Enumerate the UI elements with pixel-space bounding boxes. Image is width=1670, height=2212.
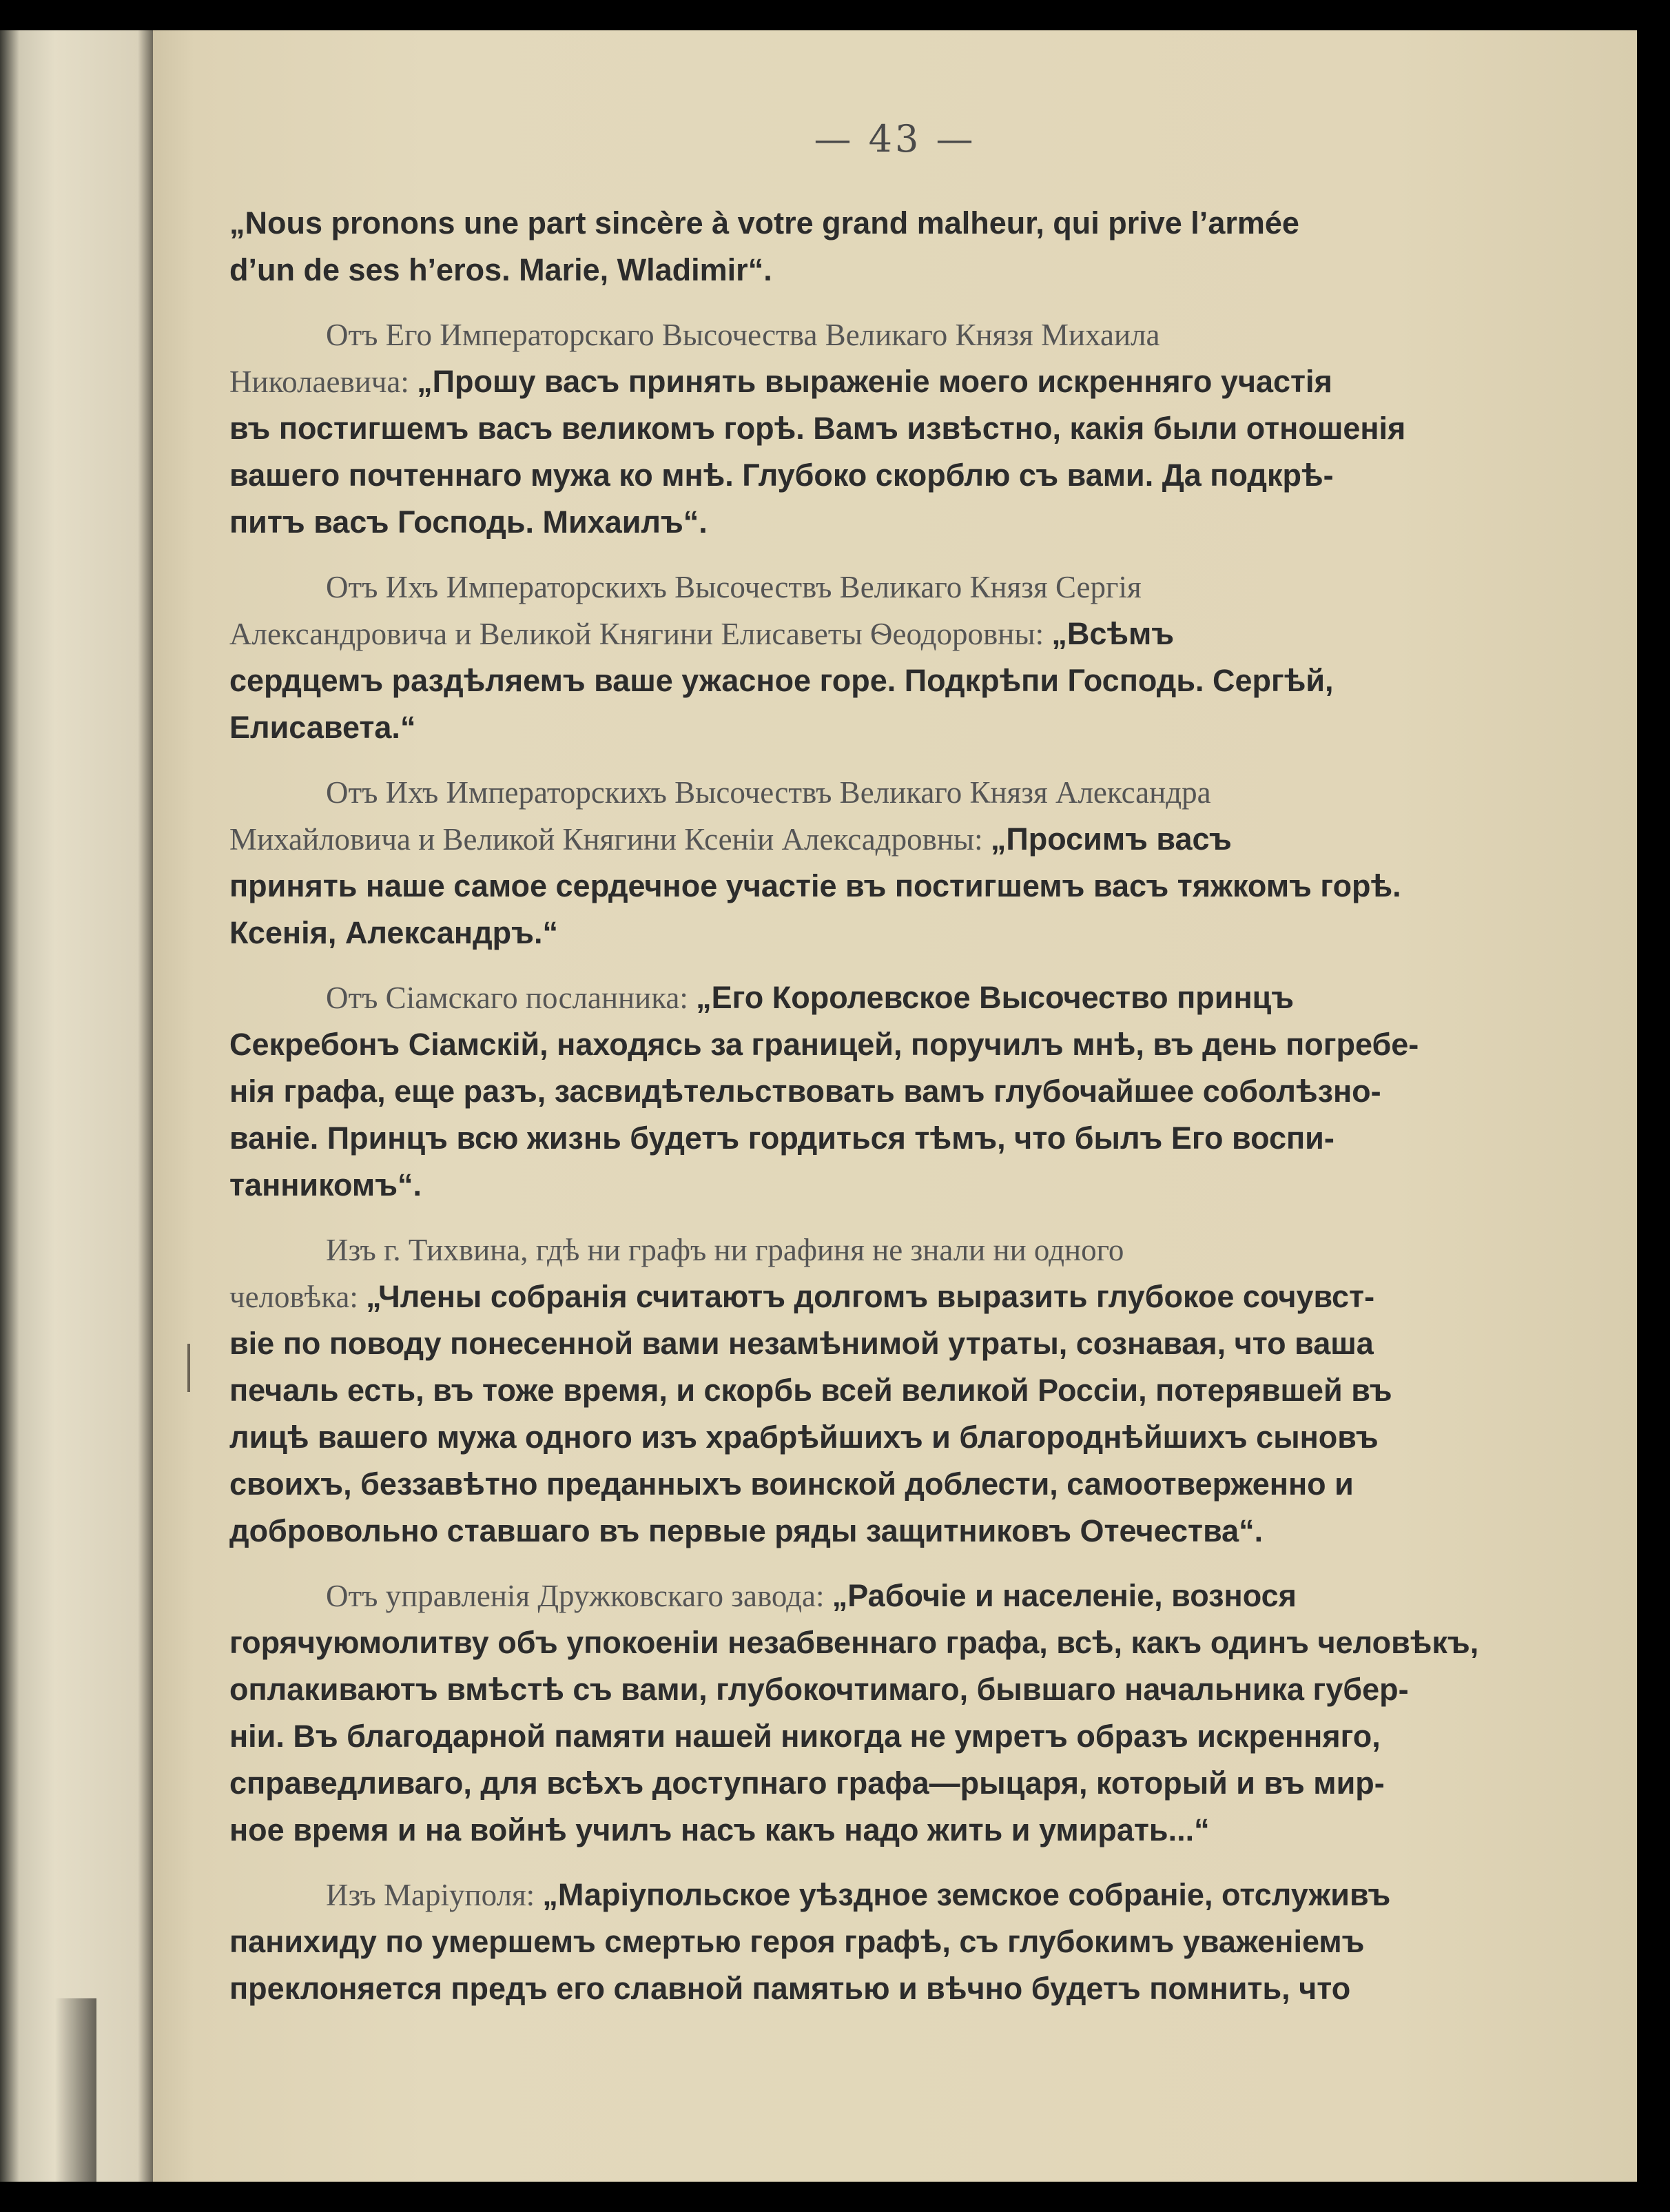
quoted-text: въ постигшемъ васъ великомъ горѣ. Вамъ извѣстно, какія были отношенія xyxy=(229,411,1406,446)
quoted-text: „Просимъ васъ xyxy=(990,821,1232,857)
text-line xyxy=(229,1666,1573,1713)
text-line xyxy=(229,657,1573,704)
quoted-text: панихиду по умершемъ смертью героя графѣ, съ глубокимъ уваженіемъ xyxy=(229,1924,1365,1959)
paragraph-gap xyxy=(229,1555,1573,1573)
text-line xyxy=(229,1162,1573,1209)
text-line xyxy=(229,1367,1573,1414)
quoted-text: „Nous pronons une part sincère à votre grand malheur, qui prive l’armée xyxy=(229,205,1299,240)
paragraph xyxy=(229,200,1573,294)
binding-shadow xyxy=(55,1998,96,2182)
body-text: Изъ г. Тихвина, гдѣ ни графъ ни графиня не знали ни одного xyxy=(326,1233,1124,1267)
quoted-text: „Всѣмъ xyxy=(1051,616,1175,651)
quoted-text: d’un de ses h’eros. Marie, Wladimir“. xyxy=(229,252,772,287)
quoted-text: „Его Королевское Высочество принцъ xyxy=(696,980,1295,1015)
body-text: Отъ Ихъ Императорскихъ Высочествъ Великаго Князя Александра xyxy=(326,775,1211,810)
text-line xyxy=(229,1414,1573,1461)
quoted-text: ваніе. Принцъ всю жизнь будетъ гордиться тѣмъ, что былъ Его воспи- xyxy=(229,1120,1334,1156)
body-text: человѣка: xyxy=(229,1280,367,1314)
body-text: Изъ Маріуполя: xyxy=(326,1878,543,1912)
quoted-text: добровольно ставшаго въ первые ряды защитниковъ Отечества“. xyxy=(229,1513,1264,1548)
text-line xyxy=(229,358,1573,405)
paragraph-gap xyxy=(229,546,1573,564)
quoted-text: віе по поводу понесенной вами незамѣнимой утраты, сознавая, что ваша xyxy=(229,1326,1374,1361)
text-line xyxy=(229,704,1573,751)
text-line xyxy=(229,1115,1573,1162)
quoted-text: питъ васъ Господь. Михаилъ“. xyxy=(229,504,708,540)
quoted-text: оплакиваютъ вмѣстѣ съ вами, глубокочтимаго, бывшаго начальника губер- xyxy=(229,1672,1409,1707)
paragraph-gap xyxy=(229,294,1573,311)
paragraph-gap xyxy=(229,751,1573,769)
page-text xyxy=(229,200,1573,2012)
text-line xyxy=(229,1573,1573,1619)
text-line xyxy=(229,1760,1573,1807)
text-line xyxy=(229,405,1573,452)
paragraph-gap xyxy=(229,1209,1573,1227)
text-line xyxy=(229,1273,1573,1320)
quoted-text: сердцемъ раздѣляемъ ваше ужасное горе. Подкрѣпи Господь. Сергѣй, xyxy=(229,663,1334,698)
quoted-text: лицѣ вашего мужа одного изъ храбрѣйшихъ и благороднѣйшихъ сыновъ xyxy=(229,1420,1379,1455)
text-line xyxy=(229,910,1573,956)
quoted-text: танникомъ“. xyxy=(229,1167,422,1202)
quoted-text: вашего почтеннаго мужа ко мнѣ. Глубоко скорблю съ вами. Да подкрѣ- xyxy=(229,458,1334,493)
text-line xyxy=(229,974,1573,1021)
quoted-text: своихъ, беззавѣтно преданныхъ воинской доблести, самоотверженно и xyxy=(229,1466,1354,1502)
paragraph xyxy=(229,1227,1573,1555)
body-text: Михайловича и Великой Княгини Ксеніи Алексадровны: xyxy=(229,822,991,857)
text-line xyxy=(229,499,1573,546)
quoted-text: „Рабочіе и населеніе, вознося xyxy=(832,1578,1297,1613)
text-line xyxy=(229,1021,1573,1068)
quoted-text: справедливаго, для всѣхъ доступнаго графа—рыцаря, который и въ мир- xyxy=(229,1765,1385,1801)
text-line xyxy=(229,769,1573,816)
body-text: Отъ Сіамскаго посланника: xyxy=(326,981,697,1015)
text-line xyxy=(229,611,1573,657)
body-text: Отъ Его Императорскаго Высочества Великаго Князя Михаила xyxy=(326,318,1160,352)
text-line xyxy=(229,452,1573,499)
body-text: Отъ Ихъ Императорскихъ Высочествъ Великаго Князя Сергія xyxy=(326,570,1142,604)
quoted-text: Секребонъ Сіамскій, находясь за границей, поручилъ мнѣ, въ день погребе- xyxy=(229,1027,1419,1062)
quoted-text: Елисавета.“ xyxy=(229,710,416,745)
quoted-text: „Прошу васъ принять выраженіе моего искренняго участія xyxy=(417,364,1332,399)
paragraph xyxy=(229,769,1573,956)
quoted-text: нія графа, еще разъ, засвидѣтельствовать вамъ глубочайшее соболѣзно- xyxy=(229,1074,1381,1109)
text-line xyxy=(229,564,1573,611)
quoted-text: ніи. Въ благодарной памяти нашей никогда не умретъ образъ искренняго, xyxy=(229,1719,1381,1754)
scan-bottom-border xyxy=(0,2182,1670,2212)
text-line xyxy=(229,1068,1573,1115)
body-text: Отъ управленія Дружковскаго завода: xyxy=(326,1579,832,1613)
paragraph xyxy=(229,1872,1573,2012)
paragraph xyxy=(229,1573,1573,1854)
quoted-text: принять наше самое сердечное участіе въ постигшемъ васъ тяжкомъ горѣ. xyxy=(229,868,1401,903)
text-line xyxy=(229,1807,1573,1854)
text-line xyxy=(229,1872,1573,1918)
body-text: Николаевича: xyxy=(229,365,418,399)
page-number: — 43 — xyxy=(814,117,976,161)
quoted-text: горячуюмолитву объ упокоеніи незабвеннаго графа, всѣ, какъ одинъ человѣкъ, xyxy=(229,1625,1479,1660)
text-line xyxy=(229,863,1573,910)
quoted-text: печаль есть, въ тоже время, и скорбь всей великой Россіи, потерявшей въ xyxy=(229,1373,1392,1408)
quoted-text: преклоняется предъ его славной памятью и вѣчно будетъ помнить, что xyxy=(229,1971,1351,2006)
text-line xyxy=(229,200,1573,247)
adjacent-page-edge xyxy=(0,30,153,2182)
scan-top-border xyxy=(0,0,1670,30)
text-line xyxy=(229,311,1573,358)
quoted-text: „Члены собранія считаютъ долгомъ выразить глубокое сочувст- xyxy=(366,1279,1375,1314)
margin-mark xyxy=(187,1344,190,1392)
text-line xyxy=(229,816,1573,863)
text-line xyxy=(229,1227,1573,1273)
text-line xyxy=(229,1508,1573,1555)
paragraph xyxy=(229,311,1573,546)
text-line xyxy=(229,1320,1573,1367)
paragraph xyxy=(229,564,1573,751)
text-line xyxy=(229,1713,1573,1760)
scan-right-border xyxy=(1637,0,1670,2212)
text-line xyxy=(229,1918,1573,1965)
paragraph-gap xyxy=(229,956,1573,974)
paragraph xyxy=(229,974,1573,1209)
text-line xyxy=(229,1461,1573,1508)
quoted-text: ное время и на войнѣ училъ насъ какъ надо жить и умирать...“ xyxy=(229,1812,1210,1847)
quoted-text: Ксенія, Александръ.“ xyxy=(229,915,558,950)
text-line xyxy=(229,247,1573,294)
body-text: Александровича и Великой Княгини Елисаветы Ѳеодоровны: xyxy=(229,617,1052,651)
paragraph-gap xyxy=(229,1854,1573,1872)
text-line xyxy=(229,1619,1573,1666)
text-line xyxy=(229,1965,1573,2012)
quoted-text: „Маріупольское уѣздное земское собраніе, отслуживъ xyxy=(542,1877,1391,1912)
